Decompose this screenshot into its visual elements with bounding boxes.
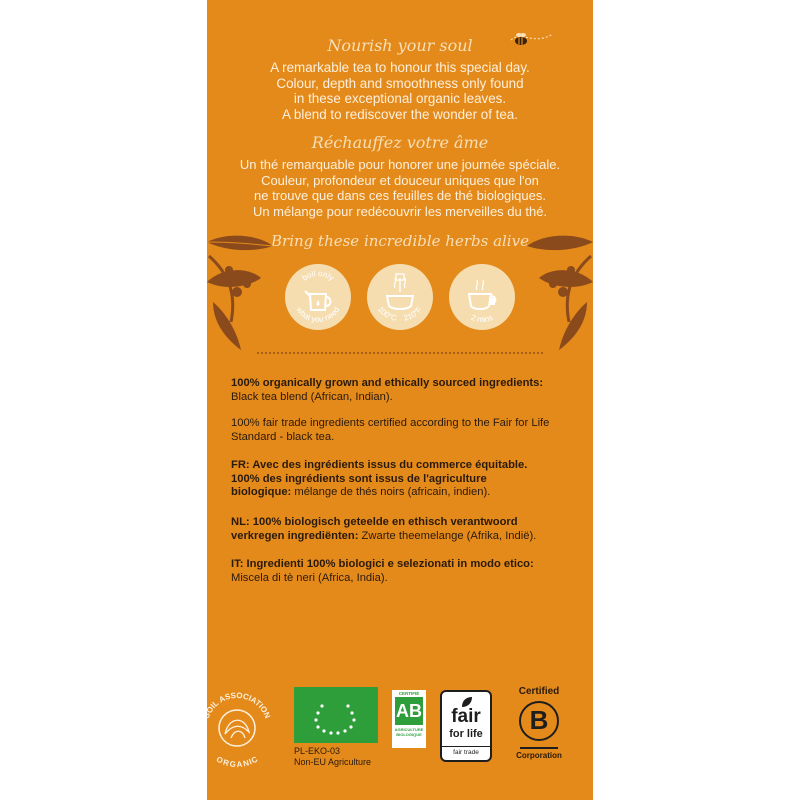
- teacup-icon: [449, 264, 515, 330]
- fair-trade-statement: [231, 417, 551, 444]
- ingredients-en-text: Black tea blend (African, Indian).: [231, 390, 393, 403]
- ingredients-it-text: Miscela di tè neri (Africa, India).: [231, 571, 388, 584]
- bcorp-logo: [519, 701, 559, 741]
- soil-association-top-text: SOIL ASSOCIATION: [201, 690, 273, 720]
- ingredients-en: [231, 377, 581, 404]
- ingredients-fr-text: mélange de thés noirs (africain, indien).: [291, 486, 491, 498]
- leaf-branch-right-icon: [523, 222, 593, 352]
- fair-trade-text: 100% fair trade ingredients certified according to the Fair for Life Standard - black tea.: [231, 417, 550, 443]
- tea-box-back-panel: [201, 0, 593, 800]
- description-line: in these exceptional organic leaves.: [293, 91, 507, 106]
- section-heading-en: Nourish your soul: [327, 36, 473, 55]
- description-line: Colour, depth and smoothness only found: [276, 75, 524, 91]
- description-en: [207, 60, 593, 122]
- description-fr: [207, 157, 593, 219]
- soil-association-logo: [201, 686, 279, 770]
- eu-leaf-stars-icon: [294, 687, 378, 743]
- fair-for-life-logo: [440, 690, 492, 762]
- ingredients-fr-heading: FR: Avec des ingrédients issus du commerce équitable. 100% des ingrédients sont issus de l'agriculture biologique:: [231, 459, 528, 498]
- kettle-icon: [285, 264, 351, 330]
- dotted-divider: [257, 352, 543, 354]
- svg-text:SOIL ASSOCIATION: [201, 690, 273, 720]
- ingredients-it-heading: IT: Ingredienti 100% biologici e selezionati in modo etico:: [231, 558, 534, 570]
- leaf-branch-left-icon: [207, 222, 277, 352]
- ab-logo: [392, 690, 426, 748]
- description-line: Couleur, profondeur et douceur uniques que l'on: [261, 172, 539, 188]
- ingredients-en-heading: 100% organically grown and ethically sourced ingredients:: [231, 377, 544, 389]
- description-line: Un thé remarquable pour honorer une journée spéciale.: [239, 157, 561, 172]
- kettle-bottom-label: what you need: [294, 305, 342, 325]
- fair-for-life-word: fair: [451, 706, 481, 727]
- svg-text:2 mins: [470, 313, 494, 324]
- svg-text:boil only: [300, 269, 335, 283]
- description-line: Un mélange pour redécouvrir les merveilles du thé.: [252, 203, 548, 219]
- description-line: ne trouve que dans ces feuilles de thé biologiques.: [254, 188, 546, 203]
- ab-top-text: CERTIFIÉ: [398, 691, 420, 696]
- steep-time-label: 2 mins: [469, 312, 495, 325]
- svg-text:ORGANIC: [215, 755, 260, 770]
- svg-text:210°F: [403, 305, 424, 323]
- kettle-top-label: boil only: [300, 268, 336, 283]
- temperature-celsius-label: 100°C: [375, 304, 398, 323]
- ingredients-nl-text: Zwarte theemelange (Afrika, Indië).: [358, 529, 537, 542]
- fair-for-life-subword: for life: [449, 728, 483, 740]
- soil-association-bottom-text: ORGANIC: [214, 754, 260, 770]
- description-line: A blend to rediscover the wonder of tea.: [282, 106, 518, 122]
- ab-mark: AB: [395, 697, 423, 725]
- eu-code-text: PL-EKO-03: [294, 746, 341, 756]
- teabag-cup-icon: [367, 264, 433, 330]
- temperature-fahrenheit-label: 210°F: [402, 304, 424, 323]
- ingredients-nl-heading: NL: 100% biologisch geteelde en ethisch verantwoord verkregen ingrediënten:: [231, 516, 518, 542]
- ingredients-nl: [231, 516, 553, 543]
- bcorp-corporation-text: Corporation: [516, 751, 562, 760]
- svg-text:100°C: [376, 305, 398, 323]
- svg-text:what you need: [294, 305, 341, 324]
- herbs-heading: Bring these incredible herbs alive: [271, 232, 529, 250]
- description-line: A remarkable tea to honour this special day.: [270, 60, 530, 75]
- bcorp-certified-text: Certified: [518, 686, 560, 697]
- eu-organic-logo: [294, 687, 378, 743]
- ingredients-it: [231, 558, 581, 585]
- ab-bottom-text: AGRICULTURE BIOLOGIQUE: [394, 727, 424, 737]
- eu-origin-text: Non-EU Agriculture: [294, 757, 372, 767]
- section-heading-fr: Réchauffez votre âme: [311, 133, 489, 152]
- bcorp-divider: [520, 747, 558, 749]
- fair-trade-label: fair trade: [442, 746, 490, 756]
- ingredients-fr: [231, 459, 543, 500]
- bcorp-mark: B: [529, 705, 549, 735]
